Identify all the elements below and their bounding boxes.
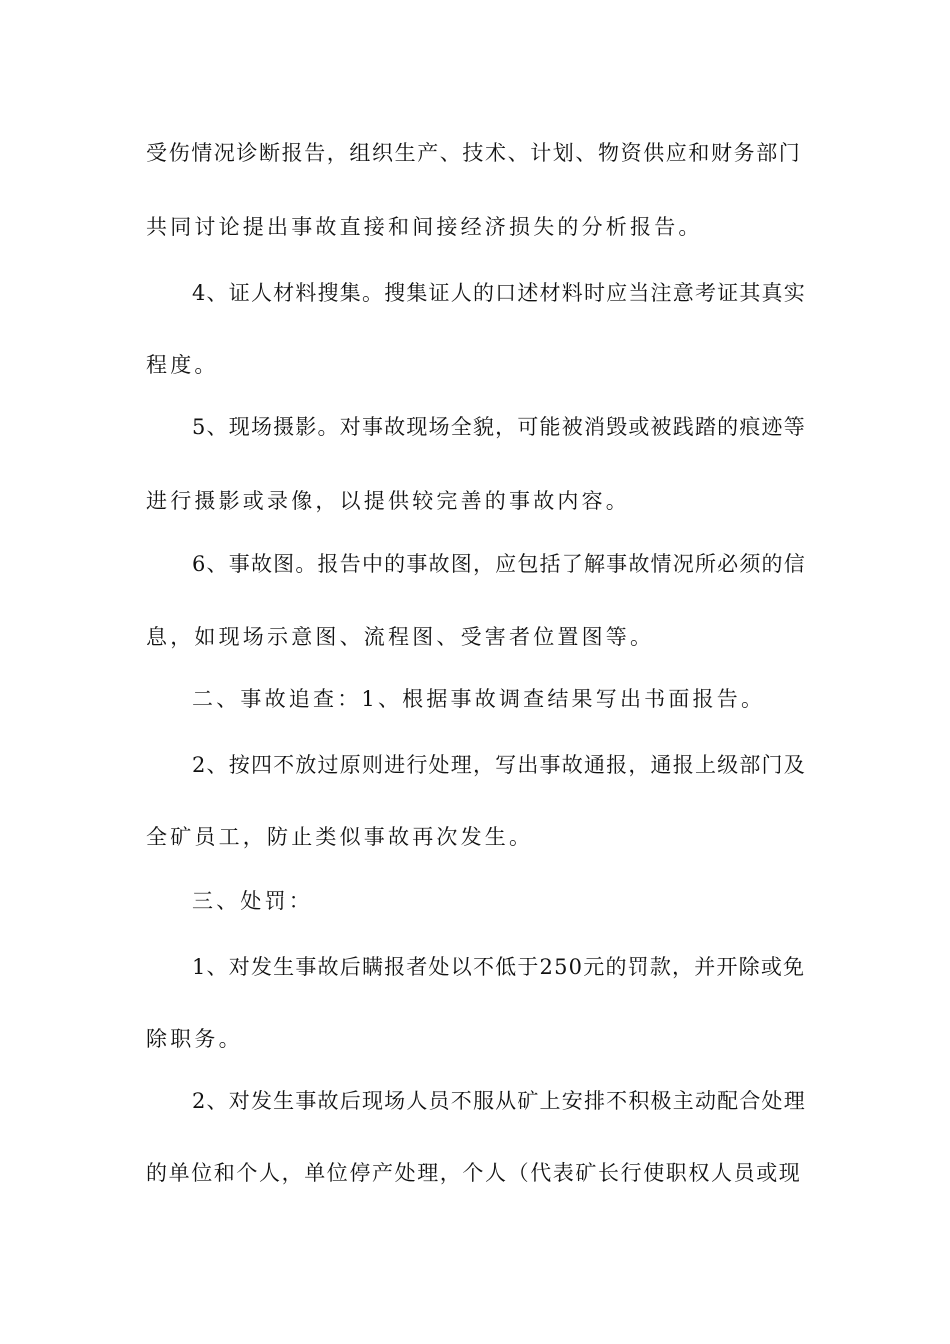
text-line: 1、对发生事故后瞒报者处以不低于250元的罚款，并开除或免 [192, 955, 806, 979]
text-line: 5、现场摄影。对事故现场全貌，可能被消毁或被践踏的痕迹等 [192, 415, 806, 439]
text-line: 程度。 [146, 353, 219, 377]
text-line: 2、按四不放过原则进行处理，写出事故通报，通报上级部门及 [192, 753, 806, 777]
text-line: 二、事故追查：1、根据事故调查结果写出书面报告。 [192, 687, 766, 711]
text-line: 受伤情况诊断报告，组织生产、技术、计划、物资供应和财务部门 [146, 141, 802, 165]
text-line: 全矿员工，防止类似事故再次发生。 [146, 825, 534, 849]
text-line: 三、处罚： [192, 889, 313, 913]
text-line: 共同讨论提出事故直接和间接经济损失的分析报告。 [146, 215, 703, 239]
text-line: 除职务。 [146, 1027, 243, 1051]
text-line: 2、对发生事故后现场人员不服从矿上安排不积极主动配合处理 [192, 1089, 806, 1113]
text-line: 的单位和个人，单位停产处理，个人（代表矿长行使职权人员或现 [146, 1161, 802, 1185]
text-line: 进行摄影或录像，以提供较完善的事故内容。 [146, 489, 630, 513]
text-line: 4、证人材料搜集。搜集证人的口述材料时应当注意考证其真实 [192, 281, 806, 305]
text-line: 6、事故图。报告中的事故图，应包括了解事故情况所必须的信 [192, 552, 806, 576]
text-line: 息，如现场示意图、流程图、受害者位置图等。 [146, 625, 655, 649]
